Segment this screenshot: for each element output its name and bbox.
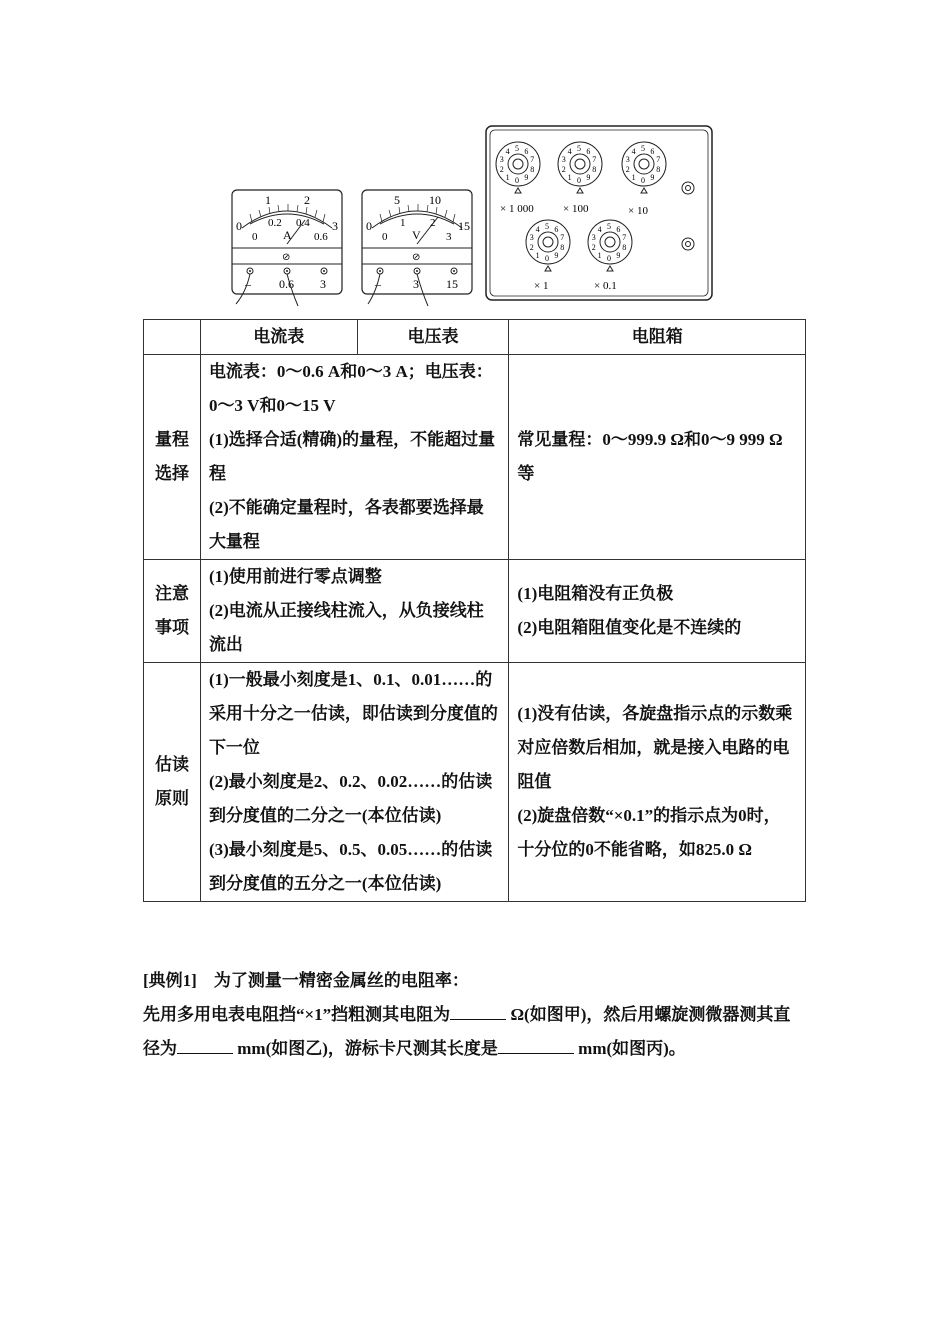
example-text-1: 先用多用电表电阻挡“×1”挡粗测其电阻为	[143, 1005, 451, 1024]
example-intro: 为了测量一精密金属丝的电阻率：	[213, 971, 469, 990]
example-text-2: Ω(如图甲)，然后用螺旋测微器测其直径为	[143, 1005, 791, 1058]
ammeter-bottom-tick-0: 0	[252, 231, 258, 243]
instrument-comparison-table	[143, 319, 806, 902]
dial-digit: 3	[561, 155, 566, 165]
dial-digit: 5	[607, 222, 611, 231]
range-box-line: 常见量程：0～999.9 Ω和0～9 999 Ω等	[517, 430, 783, 483]
notes-meters-cell	[200, 560, 508, 663]
dial-digit: 4	[505, 147, 510, 157]
dial-digit: 9	[524, 172, 529, 182]
dial-digit: 0	[515, 176, 519, 185]
ammeter-unit: A	[283, 228, 292, 242]
dial-digit: 2	[591, 242, 596, 252]
ammeter-top-tick-0: 0	[236, 219, 242, 233]
range-box-cell	[509, 355, 806, 560]
table-row	[144, 663, 806, 902]
notes-box-line: (2)电阻箱阻值变化是不连续的	[517, 618, 742, 637]
dial-digit: 0	[545, 254, 549, 263]
table-row	[144, 560, 806, 663]
dial-digit: 9	[586, 172, 591, 182]
voltmeter-bottom-tick-2: 2	[430, 217, 436, 229]
ammeter-terminal-0.6: 0.6	[279, 277, 294, 291]
voltmeter-top-tick-10: 10	[429, 193, 441, 207]
dial-digit: 4	[535, 225, 540, 235]
multiplier-x1000: × 1 000	[500, 203, 534, 215]
notes-box-cell	[509, 560, 806, 663]
header-ammeter: 电流表	[200, 320, 357, 355]
answer-blank-diameter[interactable]	[177, 1035, 233, 1054]
dial-digit: 5	[545, 222, 549, 231]
dial-digit: 9	[616, 250, 621, 260]
answer-blank-resistance[interactable]	[450, 1001, 506, 1020]
row-label-notes: 注意事项	[144, 560, 201, 663]
estimation-box-line: (2)旋盘倍数“×0.1”的指示点为0时，十分位的0不能省略，如825.0 Ω	[517, 806, 781, 859]
multiplier-x1: × 1	[534, 280, 549, 292]
example-problem	[143, 964, 806, 1066]
dial-digit: 0	[641, 176, 645, 185]
dial-digit: 1	[631, 172, 636, 182]
dial-digit: 7	[592, 155, 597, 165]
dial-digit: 9	[554, 250, 559, 260]
estimation-meters-line: (2)最小刻度是2、0.2、0.02……的估读到分度值的二分之一(本位估读)	[208, 772, 493, 825]
voltmeter-terminal-15: 15	[446, 277, 458, 291]
example-tag: [典例1]	[143, 971, 197, 990]
ammeter-top-tick-1: 1	[265, 193, 271, 207]
header-voltmeter: 电压表	[357, 320, 509, 355]
dial-digit: 8	[560, 242, 565, 252]
voltmeter-bottom-tick-1: 1	[400, 217, 406, 229]
range-meters-line: (1)选择合适(精确)的量程，不能超过量程	[208, 430, 496, 483]
table-row	[144, 355, 806, 560]
example-heading	[143, 964, 806, 998]
voltmeter-top-tick-15: 15	[458, 219, 470, 233]
notes-meters-line: (2)电流从正接线柱流入，从负接线柱流出	[208, 601, 484, 654]
example-body	[143, 998, 806, 1066]
voltmeter-bottom-tick-3: 3	[446, 231, 452, 243]
estimation-box-cell	[509, 663, 806, 902]
dial-digit: 6	[650, 147, 655, 157]
ammeter-terminal-neg: –	[245, 277, 251, 291]
row-label-range: 量程选择	[144, 355, 201, 560]
dial-digit: 3	[529, 233, 534, 243]
notes-meters-line: (1)使用前进行零点调整	[208, 567, 382, 586]
voltmeter-zero-adjust-icon: ⊘	[412, 252, 421, 263]
dial-digit: 1	[505, 172, 510, 182]
estimation-meters-line: (1)一般最小刻度是1、0.1、0.01……的采用十分之一估读，即估读到分度值的下一位	[208, 670, 498, 757]
notes-box-line: (1)电阻箱没有正负极	[517, 584, 674, 603]
dial-digit: 5	[515, 144, 519, 153]
dial-digit: 1	[535, 250, 540, 260]
voltmeter-top-tick-0: 0	[366, 219, 372, 233]
multiplier-x10: × 10	[628, 205, 648, 217]
multiplier-x100: × 100	[563, 203, 589, 215]
dial-digit: 7	[656, 155, 661, 165]
dial-digit: 8	[592, 164, 597, 174]
dial-digit: 9	[650, 172, 655, 182]
dial-digit: 4	[567, 147, 572, 157]
dial-digit: 8	[530, 164, 535, 174]
dial-digit: 7	[560, 233, 565, 243]
dial-digit: 5	[577, 144, 581, 153]
ammeter-top-tick-2: 2	[304, 193, 310, 207]
example-text-4: mm(如图丙)。	[578, 1039, 686, 1058]
ammeter-bottom-tick-3: 0.6	[314, 231, 328, 243]
table-header-empty	[144, 320, 201, 355]
dial-digit: 1	[567, 172, 572, 182]
instrument-figure	[228, 124, 718, 308]
ammeter	[232, 190, 342, 306]
estimation-meters-line: (3)最小刻度是5、0.5、0.05……的估读到分度值的五分之一(本位估读)	[208, 840, 493, 893]
ammeter-terminal-3: 3	[320, 277, 326, 291]
example-text-3: mm(如图乙)，游标卡尺测其长度是	[237, 1039, 498, 1058]
range-meters-cell	[200, 355, 508, 560]
dial-digit: 5	[641, 144, 645, 153]
dial-digit: 6	[616, 225, 621, 235]
dial-digit: 7	[530, 155, 535, 165]
voltmeter-top-tick-5: 5	[394, 193, 400, 207]
dial-digit: 1	[597, 250, 602, 260]
dial-digit: 2	[561, 164, 566, 174]
dial-digit: 6	[524, 147, 529, 157]
dial-digit: 2	[529, 242, 534, 252]
header-resistance-box: 电阻箱	[509, 320, 806, 355]
voltmeter	[362, 190, 472, 306]
voltmeter-terminal-3: 3	[413, 277, 419, 291]
dial-digit: 4	[631, 147, 636, 157]
voltmeter-unit: V	[412, 228, 421, 242]
answer-blank-length[interactable]	[498, 1035, 574, 1054]
table-header-row	[144, 320, 806, 355]
dial-digit: 4	[597, 225, 602, 235]
dial-digit: 0	[607, 254, 611, 263]
multiplier-x0.1: × 0.1	[594, 280, 617, 292]
dial-digit: 7	[622, 233, 627, 243]
ammeter-zero-adjust-icon: ⊘	[282, 252, 291, 263]
row-label-estimation: 估读原则	[144, 663, 201, 902]
range-meters-line: 电流表：0～0.6 A和0～3 A；电压表：0～3 V和0～15 V	[208, 362, 493, 415]
ammeter-top-tick-3: 3	[332, 219, 338, 233]
dial-digit: 2	[625, 164, 630, 174]
voltmeter-bottom-tick-0: 0	[382, 231, 388, 243]
dial-digit: 0	[577, 176, 581, 185]
ammeter-bottom-tick-1: 0.2	[268, 217, 282, 229]
dial-digit: 3	[499, 155, 504, 165]
range-meters-line: (2)不能确定量程时，各表都要选择最大量程	[208, 498, 484, 551]
dial-digit: 8	[656, 164, 661, 174]
dial-digit: 6	[586, 147, 591, 157]
estimation-meters-cell	[200, 663, 508, 902]
dial-digit: 8	[622, 242, 627, 252]
dial-digit: 2	[499, 164, 504, 174]
dial-digit: 3	[625, 155, 630, 165]
ammeter-bottom-tick-2: 0.4	[296, 217, 310, 229]
dial-digit: 3	[591, 233, 596, 243]
voltmeter-terminal-neg: –	[375, 277, 381, 291]
dial-digit: 6	[554, 225, 559, 235]
estimation-box-line: (1)没有估读，各旋盘指示点的示数乘对应倍数后相加，就是接入电路的电阻值	[517, 704, 793, 791]
resistance-box	[486, 126, 712, 300]
